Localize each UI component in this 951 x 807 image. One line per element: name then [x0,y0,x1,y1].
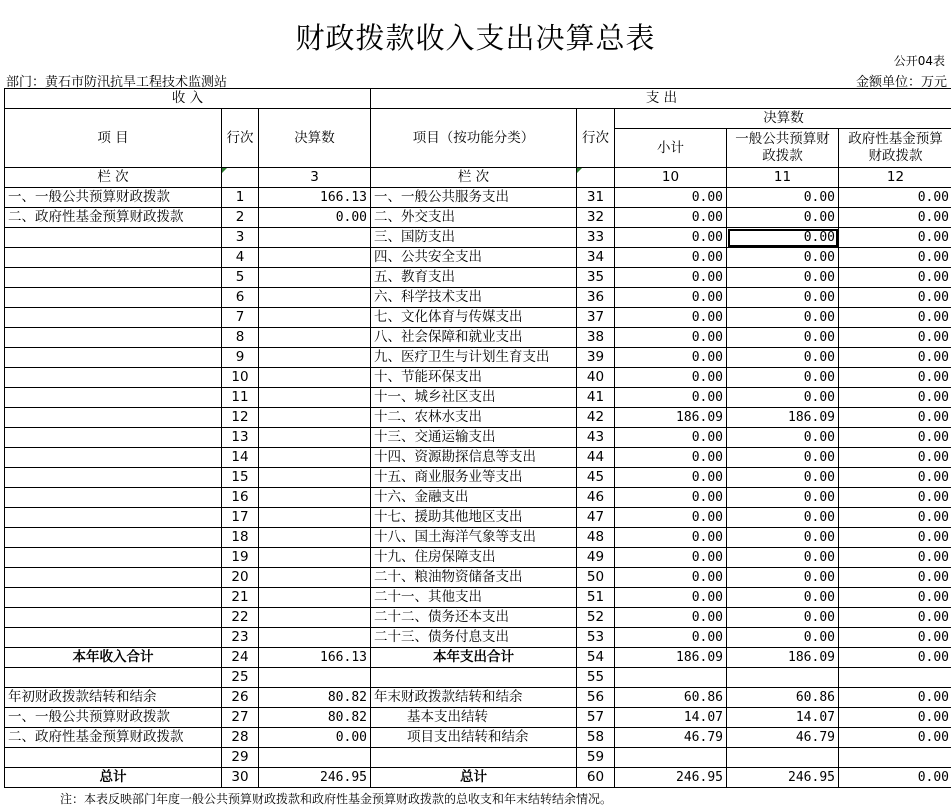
income-total-row-no[interactable]: 24 [222,648,259,668]
table-row [5,448,951,468]
blank-cell[interactable] [615,668,727,688]
gov-fund-cell[interactable]: 0.00 [839,308,951,328]
expense-item-cell[interactable]: 二、外交支出 [371,208,577,228]
general-budget-cell[interactable]: 0.00 [727,388,839,408]
income-total-label[interactable]: 本年收入合计 [5,648,222,668]
income-item-cell[interactable] [5,348,222,368]
grand-total-general[interactable]: 246.95 [727,768,839,788]
general-budget-cell[interactable]: 0.00 [727,628,839,648]
income-item-cell[interactable] [5,268,222,288]
income-amount-cell[interactable] [259,628,371,648]
table-row [5,508,951,528]
general-budget-cell[interactable]: 0.00 [727,528,839,548]
carry-income-amount[interactable]: 80.82 [259,688,371,708]
grand-total-expense-label[interactable]: 总计 [371,768,577,788]
income-item-cell[interactable] [5,228,222,248]
income-row-no-cell[interactable]: 10 [222,368,259,388]
expense-row-no-cell[interactable]: 33 [577,228,615,248]
expense-item-cell[interactable]: 十、节能环保支出 [371,368,577,388]
expense-row-no-cell[interactable]: 34 [577,248,615,268]
income-row-no-cell[interactable]: 22 [222,608,259,628]
subtotal-cell[interactable]: 0.00 [615,608,727,628]
income-item-cell[interactable] [5,468,222,488]
income-amount-cell[interactable] [259,448,371,468]
grand-total-fund[interactable]: 0.00 [839,768,951,788]
expense-item-cell[interactable]: 十五、商业服务业等支出 [371,468,577,488]
gov-fund-cell[interactable]: 0.00 [839,468,951,488]
table-row [5,188,951,208]
subtotal-cell[interactable]: 0.00 [615,268,727,288]
gov-fund-cell[interactable]: 0.00 [839,248,951,268]
blank-cell[interactable] [615,748,727,768]
carry-income-item[interactable]: 一、一般公共预算财政拨款 [5,708,222,728]
grand-total-subtotal[interactable]: 246.95 [615,768,727,788]
blank-cell[interactable] [839,748,951,768]
subtotal-cell[interactable]: 0.00 [615,488,727,508]
expense-item-cell[interactable]: 十四、资源勘探信息等支出 [371,448,577,468]
gov-fund-cell[interactable]: 0.00 [839,388,951,408]
general-budget-cell[interactable]: 0.00 [727,208,839,228]
expense-header: 支 出 [371,89,951,109]
gov-fund-cell[interactable]: 0.00 [839,208,951,228]
expense-item-cell[interactable]: 八、社会保障和就业支出 [371,328,577,348]
income-amount-cell[interactable] [259,348,371,368]
income-row-no-cell[interactable]: 2 [222,208,259,228]
expense-item-cell[interactable]: 十三、交通运输支出 [371,428,577,448]
income-row-no-cell[interactable]: 7 [222,308,259,328]
gov-fund-cell[interactable]: 0.00 [839,328,951,348]
income-item-cell[interactable] [5,568,222,588]
income-item-cell[interactable] [5,328,222,348]
gov-fund-cell[interactable]: 0.00 [839,548,951,568]
income-row-no-cell[interactable]: 16 [222,488,259,508]
carry-income-item[interactable]: 年初财政拨款结转和结余 [5,688,222,708]
gov-fund-cell[interactable]: 0.00 [839,288,951,308]
expense-row-no-cell[interactable]: 47 [577,508,615,528]
income-amount-cell[interactable] [259,368,371,388]
income-item-cell[interactable] [5,588,222,608]
income-row-no-cell[interactable]: 20 [222,568,259,588]
income-row-no-cell[interactable]: 17 [222,508,259,528]
general-budget-cell[interactable]: 0.00 [727,268,839,288]
expense-item-cell[interactable]: 二十一、其他支出 [371,588,577,608]
income-item-cell[interactable]: 二、政府性基金预算财政拨款 [5,208,222,228]
expense-item-cell[interactable]: 二十二、债务还本支出 [371,608,577,628]
table-row [5,428,951,448]
general-budget-cell[interactable]: 0.00 [727,228,839,248]
gov-fund-cell[interactable]: 0.00 [839,608,951,628]
general-budget-cell[interactable]: 0.00 [727,188,839,208]
table-row [5,468,951,488]
expense-item-cell[interactable]: 十二、农林水支出 [371,408,577,428]
general-budget-header: 一般公共预算财政拨款 [727,129,839,168]
expense-row-no-cell[interactable]: 39 [577,348,615,368]
income-amount-cell[interactable] [259,248,371,268]
general-budget-cell[interactable]: 0.00 [727,548,839,568]
expense-item-cell[interactable]: 十九、住房保障支出 [371,548,577,568]
column-index-label-2: 栏 次 [371,168,577,188]
income-amount-cell[interactable] [259,548,371,568]
income-row-no-cell[interactable]: 15 [222,468,259,488]
carry-general[interactable]: 14.07 [727,708,839,728]
carry-expense-item[interactable]: 年末财政拨款结转和结余 [371,688,577,708]
income-item-cell[interactable] [5,388,222,408]
carry-income-row-no[interactable]: 26 [222,688,259,708]
income-item-cell[interactable] [5,548,222,568]
general-budget-cell[interactable]: 0.00 [727,288,839,308]
expense-row-no-cell[interactable]: 43 [577,428,615,448]
column-index-3: 3 [259,168,371,188]
subtotal-cell[interactable]: 186.09 [615,408,727,428]
carry-expense-row-no[interactable]: 56 [577,688,615,708]
gov-fund-cell[interactable]: 0.00 [839,228,951,248]
general-budget-cell[interactable]: 0.00 [727,328,839,348]
income-amount-cell[interactable]: 166.13 [259,188,371,208]
general-budget-cell[interactable]: 0.00 [727,488,839,508]
table-row [5,708,951,728]
subtotal-cell[interactable]: 0.00 [615,188,727,208]
blank-cell[interactable] [5,748,222,768]
subtotal-cell[interactable]: 0.00 [615,228,727,248]
carry-expense-item[interactable]: 项目支出结转和结余 [371,728,577,748]
blank-row-no[interactable]: 25 [222,668,259,688]
subtotal-cell[interactable]: 0.00 [615,308,727,328]
carry-fund[interactable]: 0.00 [839,688,951,708]
expense-row-no-cell[interactable]: 32 [577,208,615,228]
expense-item-cell[interactable]: 九、医疗卫生与计划生育支出 [371,348,577,368]
income-amount-cell[interactable] [259,388,371,408]
general-budget-cell[interactable]: 0.00 [727,428,839,448]
subtotal-header: 小计 [615,129,727,168]
carry-general[interactable]: 60.86 [727,688,839,708]
expense-row-no-cell[interactable]: 37 [577,308,615,328]
general-budget-cell[interactable]: 0.00 [727,448,839,468]
income-item-cell[interactable] [5,448,222,468]
func-item-header: 项目（按功能分类） [371,109,577,168]
blank-cell[interactable] [5,668,222,688]
blank-row-no-2[interactable]: 55 [577,668,615,688]
income-amount-cell[interactable] [259,488,371,508]
subtotal-cell[interactable]: 0.00 [615,628,727,648]
income-row-no-cell[interactable]: 23 [222,628,259,648]
expense-item-cell[interactable]: 十一、城乡社区支出 [371,388,577,408]
income-amount-cell[interactable] [259,588,371,608]
expense-row-no-cell[interactable]: 35 [577,268,615,288]
department-label: 部门：黄石市防汛抗旱工程技术监测站 [6,71,227,90]
general-budget-cell[interactable]: 0.00 [727,368,839,388]
table-row [5,568,951,588]
subtotal-cell[interactable]: 0.00 [615,508,727,528]
income-amount-cell[interactable] [259,268,371,288]
income-row-no-cell[interactable]: 9 [222,348,259,368]
subtotal-cell[interactable]: 0.00 [615,448,727,468]
expense-row-no-cell[interactable]: 44 [577,448,615,468]
table-row [5,608,951,628]
gov-fund-cell[interactable]: 0.00 [839,408,951,428]
income-amount-cell[interactable] [259,608,371,628]
income-total-amount[interactable]: 166.13 [259,648,371,668]
carry-subtotal[interactable]: 46.79 [615,728,727,748]
row-no-header-2: 行次 [577,109,615,168]
income-row-no-cell[interactable]: 8 [222,328,259,348]
general-budget-cell[interactable]: 0.00 [727,608,839,628]
income-amount-cell[interactable] [259,568,371,588]
expense-row-no-cell[interactable]: 40 [577,368,615,388]
blank-cell[interactable] [371,668,577,688]
expense-item-cell[interactable]: 七、文化体育与传媒支出 [371,308,577,328]
expense-item-cell[interactable]: 四、公共安全支出 [371,248,577,268]
income-row-no-cell[interactable]: 3 [222,228,259,248]
income-item-cell[interactable] [5,308,222,328]
column-index-12: 12 [839,168,951,188]
general-budget-cell[interactable]: 0.00 [727,348,839,368]
report-title: 财政拨款收入支出决算总表 [0,16,951,57]
expense-row-no-cell[interactable]: 53 [577,628,615,648]
income-amount-cell[interactable]: 0.00 [259,208,371,228]
expense-row-no-cell[interactable]: 41 [577,388,615,408]
income-amount-cell[interactable] [259,228,371,248]
grand-total-income-row-no[interactable]: 30 [222,768,259,788]
general-budget-cell[interactable]: 0.00 [727,248,839,268]
income-row-no-cell[interactable]: 18 [222,528,259,548]
income-row-no-cell[interactable]: 14 [222,448,259,468]
income-row-no-cell[interactable]: 19 [222,548,259,568]
subtotal-cell[interactable]: 0.00 [615,248,727,268]
expense-total-label[interactable]: 本年支出合计 [371,648,577,668]
carry-fund[interactable]: 0.00 [839,728,951,748]
income-item-cell[interactable]: 一、一般公共预算财政拨款 [5,188,222,208]
table-row [5,248,951,268]
table-note: 注：本表反映部门年度一般公共预算财政拨款和政府性基金预算财政拨款的总收支和年末结转结余情况。 [60,790,612,807]
blank-cell[interactable] [259,668,371,688]
amount-header: 决算数 [259,109,371,168]
income-header: 收 入 [5,89,371,109]
table-row [5,388,951,408]
expense-row-no-cell[interactable]: 45 [577,468,615,488]
gov-fund-header: 政府性基金预算财政拨款 [839,129,951,168]
income-amount-cell[interactable] [259,328,371,348]
unit-label: 金额单位：万元 [856,71,947,90]
table-row [5,548,951,568]
table-row [5,288,951,308]
table-row [5,208,951,228]
item-header: 项 目 [5,109,222,168]
general-budget-cell[interactable]: 0.00 [727,468,839,488]
expense-row-no-cell[interactable]: 42 [577,408,615,428]
subtotal-cell[interactable]: 0.00 [615,388,727,408]
gov-fund-cell[interactable]: 0.00 [839,428,951,448]
general-budget-cell[interactable]: 0.00 [727,588,839,608]
income-item-cell[interactable] [5,508,222,528]
table-row [5,308,951,328]
table-row [5,408,951,428]
table-row [5,688,951,708]
income-item-cell[interactable] [5,408,222,428]
gov-fund-cell[interactable]: 0.00 [839,448,951,468]
carry-general[interactable]: 46.79 [727,728,839,748]
income-amount-cell[interactable] [259,408,371,428]
gov-fund-cell[interactable]: 0.00 [839,568,951,588]
budget-table [4,88,951,788]
grand-total-income-label[interactable]: 总计 [5,768,222,788]
income-amount-cell[interactable] [259,288,371,308]
expense-item-cell[interactable]: 一、一般公共服务支出 [371,188,577,208]
blank-row-no[interactable]: 29 [222,748,259,768]
carry-income-amount[interactable]: 80.82 [259,708,371,728]
carry-subtotal[interactable]: 60.86 [615,688,727,708]
table-row [5,328,951,348]
subtotal-cell[interactable]: 0.00 [615,528,727,548]
blank-cell[interactable] [839,668,951,688]
income-row-no-cell[interactable]: 12 [222,408,259,428]
income-item-cell[interactable] [5,628,222,648]
expense-row-no-cell[interactable]: 50 [577,568,615,588]
expense-row-no-cell[interactable]: 52 [577,608,615,628]
income-row-no-cell[interactable]: 6 [222,288,259,308]
gov-fund-cell[interactable]: 0.00 [839,588,951,608]
gov-fund-cell[interactable]: 0.00 [839,508,951,528]
column-index-10: 10 [615,168,727,188]
final-amount-header: 决算数 [615,109,951,129]
carry-expense-item[interactable]: 基本支出结转 [371,708,577,728]
income-amount-cell[interactable] [259,508,371,528]
income-item-cell[interactable] [5,428,222,448]
table-row [5,528,951,548]
expense-item-cell[interactable]: 十六、金融支出 [371,488,577,508]
expense-row-no-cell[interactable]: 51 [577,588,615,608]
carry-income-amount[interactable]: 0.00 [259,728,371,748]
subtotal-cell[interactable]: 0.00 [615,548,727,568]
general-budget-cell[interactable]: 0.00 [727,568,839,588]
column-index-11: 11 [727,168,839,188]
gov-fund-cell[interactable]: 0.00 [839,348,951,368]
gov-fund-cell[interactable]: 0.00 [839,528,951,548]
blank-row-no-2[interactable]: 59 [577,748,615,768]
column-index-label: 栏 次 [5,168,222,188]
expense-row-no-cell[interactable]: 49 [577,548,615,568]
carry-fund[interactable]: 0.00 [839,708,951,728]
expense-item-cell[interactable]: 六、科学技术支出 [371,288,577,308]
income-item-cell[interactable] [5,608,222,628]
gov-fund-cell[interactable]: 0.00 [839,488,951,508]
income-row-no-cell[interactable]: 11 [222,388,259,408]
subtotal-cell[interactable]: 0.00 [615,588,727,608]
income-row-no-cell[interactable]: 21 [222,588,259,608]
expense-total-fund[interactable]: 0.00 [839,648,951,668]
income-item-cell[interactable] [5,368,222,388]
expense-item-cell[interactable]: 三、国防支出 [371,228,577,248]
table-row [5,228,951,248]
row-no-header: 行次 [222,109,259,168]
expense-row-no-cell[interactable]: 48 [577,528,615,548]
table-row [5,368,951,388]
table-row [5,648,951,668]
table-row [5,268,951,288]
income-item-cell[interactable] [5,288,222,308]
income-item-cell[interactable] [5,488,222,508]
expense-item-cell[interactable]: 十七、援助其他地区支出 [371,508,577,528]
carry-income-item[interactable]: 二、政府性基金预算财政拨款 [5,728,222,748]
table-row [5,488,951,508]
subtotal-cell[interactable]: 0.00 [615,368,727,388]
table-row [5,748,951,768]
general-budget-cell[interactable]: 0.00 [727,308,839,328]
carry-income-row-no[interactable]: 28 [222,728,259,748]
subtotal-cell[interactable]: 0.00 [615,468,727,488]
expense-item-cell[interactable]: 十八、国土海洋气象等支出 [371,528,577,548]
subtotal-cell[interactable]: 0.00 [615,348,727,368]
expense-row-no-cell[interactable]: 36 [577,288,615,308]
blank-cell[interactable] [727,748,839,768]
table-row [5,588,951,608]
subtotal-cell[interactable]: 0.00 [615,328,727,348]
carry-expense-row-no[interactable]: 57 [577,708,615,728]
income-amount-cell[interactable] [259,468,371,488]
expense-row-no-cell[interactable]: 31 [577,188,615,208]
expense-row-no-cell[interactable]: 46 [577,488,615,508]
gov-fund-cell[interactable]: 0.00 [839,368,951,388]
income-amount-cell[interactable] [259,308,371,328]
expense-total-subtotal[interactable]: 186.09 [615,648,727,668]
income-row-no-cell[interactable]: 4 [222,248,259,268]
table-row [5,768,951,788]
expense-item-cell[interactable]: 二十、粮油物资储备支出 [371,568,577,588]
income-amount-cell[interactable] [259,428,371,448]
blank-cell[interactable] [259,748,371,768]
income-row-no-cell[interactable]: 5 [222,268,259,288]
subtotal-cell[interactable]: 0.00 [615,428,727,448]
expense-row-no-cell[interactable]: 38 [577,328,615,348]
expense-item-cell[interactable]: 二十三、债务付息支出 [371,628,577,648]
carry-expense-row-no[interactable]: 58 [577,728,615,748]
blank-cell[interactable] [727,668,839,688]
grand-total-expense-row-no[interactable]: 60 [577,768,615,788]
gov-fund-cell[interactable]: 0.00 [839,628,951,648]
expense-total-row-no[interactable]: 54 [577,648,615,668]
income-item-cell[interactable] [5,248,222,268]
subtotal-cell[interactable]: 0.00 [615,288,727,308]
general-budget-cell[interactable]: 186.09 [727,408,839,428]
table-row [5,628,951,648]
general-budget-cell[interactable]: 0.00 [727,508,839,528]
table-row [5,668,951,688]
gov-fund-cell[interactable]: 0.00 [839,188,951,208]
table-row [5,348,951,368]
income-row-no-cell[interactable]: 1 [222,188,259,208]
carry-income-row-no[interactable]: 27 [222,708,259,728]
income-row-no-cell[interactable]: 13 [222,428,259,448]
subtotal-cell[interactable]: 0.00 [615,568,727,588]
expense-item-cell[interactable]: 五、教育支出 [371,268,577,288]
grand-total-income-amount[interactable]: 246.95 [259,768,371,788]
gov-fund-cell[interactable]: 0.00 [839,268,951,288]
expense-total-general[interactable]: 186.09 [727,648,839,668]
form-number: 公开04表 [894,52,945,69]
income-amount-cell[interactable] [259,528,371,548]
blank-cell[interactable] [371,748,577,768]
table-row [5,728,951,748]
carry-subtotal[interactable]: 14.07 [615,708,727,728]
income-item-cell[interactable] [5,528,222,548]
subtotal-cell[interactable]: 0.00 [615,208,727,228]
